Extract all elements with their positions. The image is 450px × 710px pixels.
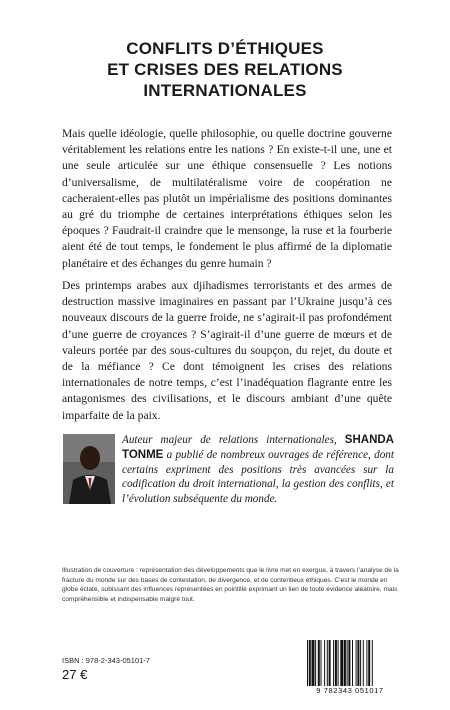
barcode-image xyxy=(306,640,396,688)
title-line-1: CONFLITS D’ÉTHIQUES xyxy=(126,39,324,58)
author-portrait-image xyxy=(63,434,115,504)
author-bio xyxy=(122,433,394,507)
author-bio-suffix: a publié de nombreux ouvrages de référence, dont certains expriment des positions très avancées sur la codification du droit international, la gestion des conflits, et l’évolution subséquente du monde. xyxy=(122,448,394,506)
price-text: 27 € xyxy=(62,667,88,682)
blurb-paragraph-1: Mais quelle idéologie, quelle philosophie, ou quelle doctrine gouverne véritablement les relations entre les nations ? En existe-t-il une, une et une seule articulée sur une éthique consensuelle ? Les notions d’universalisme, de multilatéralisme voire de coopération ne cacheraient-elles pas plutôt un impérialisme des positions dominantes au gré du triomphe de certaines interprétations éthiques selon les époques ? Faudrait-il craindre que le mensonge, la ruse et la fourberie aient été de tout temps, le fondement le plus affirmé de la diplomatie planétaire et des échanges du genre humain ? xyxy=(62,127,392,270)
author-bio-prefix: Auteur majeur de relations internationales, xyxy=(122,434,345,446)
barcode-digits: 9 782343 051017 xyxy=(316,686,384,695)
book-title xyxy=(40,38,410,101)
blurb-paragraph-2: Des printemps arabes aux djihadismes terroristants et des armes de destruction massive imaginaires en passant par l’Ukraine jusqu’à ces nouveaux discours de la guerre froide, ne s’agirait-il pas profondément d’une guerre de croyances ? S’agirait-il d’une guerre de mœurs et de valeurs portée par des sous-cultures du soupçon, du rejet, du doute et de la méfiance ? Ce dont témoignent les crises des relations internationales de notre temps, c’est l’inadéquation flagrante entre les antagonismes des civilisations, et le discours ambiant d’une quête imparfaite de la paix. xyxy=(62,279,392,422)
cover-illustration-caption: Illustration de couverture : représentation des développements que le livre met en exergue, à travers l’analyse de la fracture du monde sur des bases de contestation, de divergence, et de contentieux éthiques. C’est le monde en globe éclaté, subissant des influences représentées en pointillé exprimant un lien de toute évidence aléatoire, mais compréhensible et indispensable malgré tout. xyxy=(62,567,399,603)
author-name: SHANDA TONME xyxy=(122,434,394,461)
title-line-3: INTERNATIONALES xyxy=(143,81,307,100)
isbn-text: ISBN : 978-2-343-05101-7 xyxy=(62,656,150,665)
title-line-2: ET CRISES DES RELATIONS xyxy=(107,60,343,79)
author-photo xyxy=(63,434,115,504)
